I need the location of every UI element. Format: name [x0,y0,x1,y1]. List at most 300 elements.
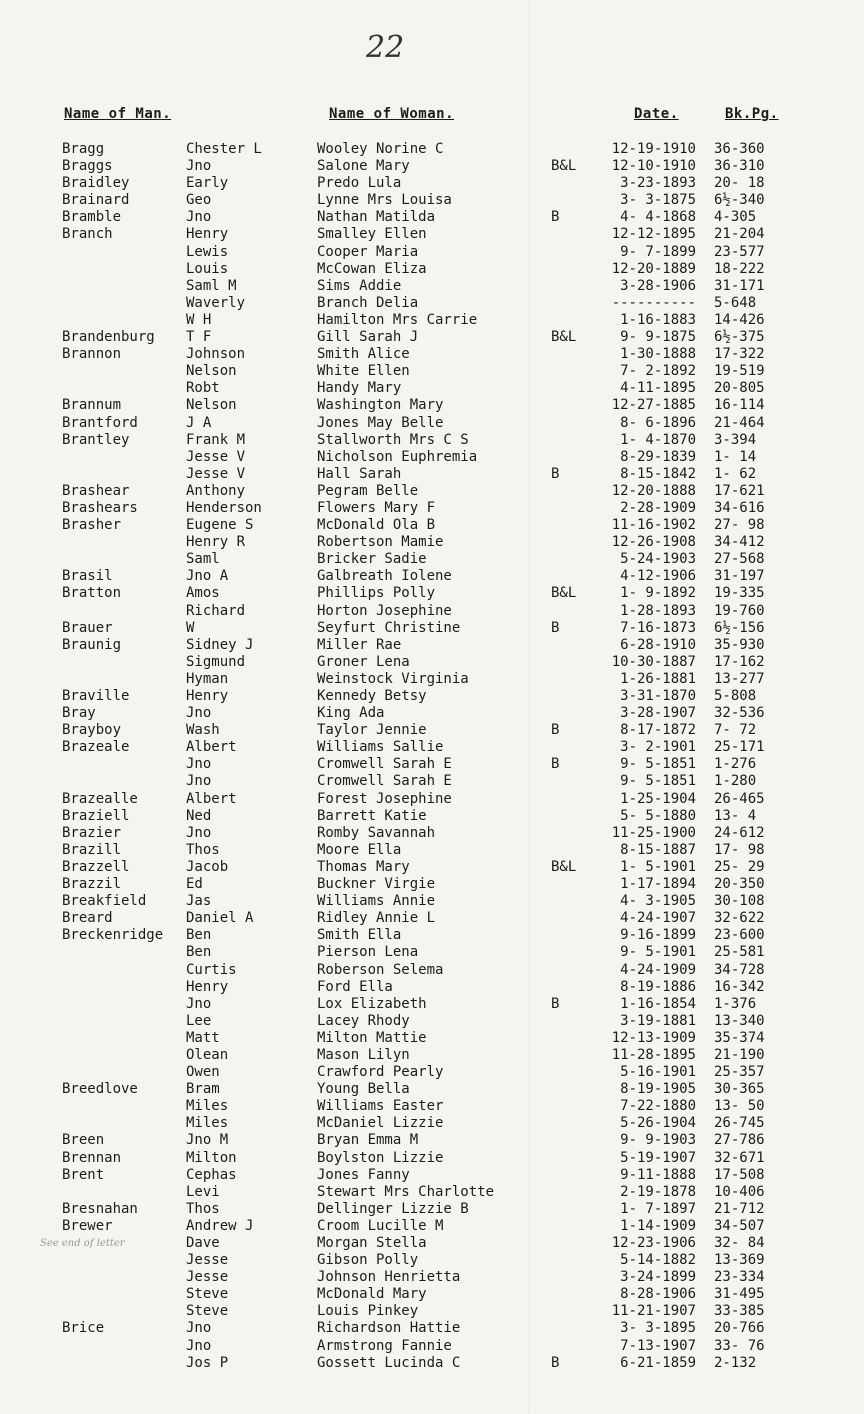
book-page: 6½-375 [714,329,765,346]
book-page: 13-277 [714,670,765,687]
man-given-name: Thos [186,841,220,858]
woman-name: Young Bella [317,1081,410,1098]
marriage-date: 1-25-1904 [620,790,696,807]
book-page: 23-600 [714,927,765,944]
book-page: 26-465 [714,790,765,807]
record-mark: B&L [551,158,577,175]
record-row [0,722,864,739]
record-row [0,962,864,979]
man-surname: Brice [62,1320,105,1337]
marriage-date: 3- 3-1895 [620,1320,696,1337]
man-given-name: Matt [186,1029,220,1046]
record-mark: B [551,619,560,636]
book-page: 1- 14 [714,448,757,465]
woman-name: Seyfurt Christine [317,619,461,636]
record-row [0,517,864,534]
man-surname: Brazeale [62,739,130,756]
marriage-date: 5-19-1907 [620,1149,696,1166]
man-given-name: W H [186,311,212,328]
marriage-date: 4-11-1895 [620,380,696,397]
book-page: 24-612 [714,824,765,841]
marriage-date: 8-15-1887 [620,841,696,858]
man-given-name: Sigmund [186,653,246,670]
woman-name: Smith Alice [317,346,410,363]
woman-name: McDonald Mary [317,1286,427,1303]
woman-name: White Ellen [317,363,410,380]
record-row [0,910,864,927]
woman-name: Thomas Mary [317,858,410,875]
man-surname: Bray [62,705,96,722]
woman-name: Barrett Katie [317,807,427,824]
marriage-date: 12-20-1889 [611,260,696,277]
book-page: 36-360 [714,141,765,157]
marriage-date: 4-12-1906 [620,568,696,585]
marriage-date: 8- 6-1896 [620,414,696,431]
man-given-name: Johnson [186,346,246,363]
record-row [0,551,864,568]
record-row [0,996,864,1013]
record-row [0,620,864,637]
man-surname: Bratton [62,585,122,602]
man-surname: Breard [62,910,113,927]
marriage-date: 8-29-1839 [620,448,696,465]
man-given-name: Jesse V [186,448,246,465]
man-given-name: Frank M [186,431,246,448]
marriage-date: 8-15-1842 [620,465,696,482]
margin-note: See end of letter [40,1238,125,1249]
woman-name: Smith Ella [317,927,402,944]
marriage-date: 12-23-1906 [611,1235,696,1251]
woman-name: Williams Sallie [317,739,444,756]
woman-name: Bricker Sadie [317,551,427,568]
marriage-date: 9-16-1899 [620,927,696,944]
record-row [0,1098,864,1115]
marriage-date: 10-30-1887 [611,653,696,670]
book-page: 20- 18 [714,175,765,192]
marriage-date: 12-10-1910 [611,158,696,175]
record-row [0,1167,864,1184]
woman-name: Milton Mattie [317,1029,427,1046]
book-page: 5-648 [714,294,757,311]
book-page: 33-385 [714,1303,765,1320]
man-given-name: Daniel A [186,910,254,927]
woman-name: Forest Josephine [317,790,452,807]
woman-name: Roberson Selema [317,961,444,978]
man-surname: Brennan [62,1149,122,1166]
book-page: 2-132 [714,1354,757,1371]
marriage-date: 4- 3-1905 [620,893,696,910]
book-page: 16-114 [714,397,765,414]
record-row [0,500,864,517]
man-given-name: Olean [186,1046,229,1063]
record-row [0,312,864,329]
record-row [0,1030,864,1047]
marriage-date: 8-19-1886 [620,978,696,995]
marriage-date: 8-28-1906 [620,1286,696,1303]
record-row [0,534,864,551]
man-given-name: Miles [186,1098,229,1115]
woman-name: Taylor Jennie [317,722,427,739]
man-given-name: Henry R [186,534,246,551]
man-surname: Brashear [62,482,130,499]
record-row [0,483,864,500]
man-surname: Braunig [62,636,122,653]
marriage-date: 12-13-1909 [611,1029,696,1046]
record-row [0,739,864,756]
man-given-name: Miles [186,1115,229,1132]
record-row [0,654,864,671]
man-given-name: Jno [186,773,212,790]
woman-name: Gibson Polly [317,1252,419,1269]
book-page: 27- 98 [714,517,765,534]
woman-name: Sims Addie [317,277,402,294]
man-given-name: Wash [186,722,220,739]
man-given-name: Amos [186,585,220,602]
marriage-date: 9- 9-1903 [620,1132,696,1149]
woman-name: Lynne Mrs Louisa [317,192,452,209]
marriage-date: 7-13-1907 [620,1337,696,1354]
marriage-date: 3- 2-1901 [620,739,696,756]
record-row [0,773,864,790]
book-page: 1- 62 [714,465,757,482]
book-page: 17-322 [714,346,765,363]
book-page: 23-334 [714,1269,765,1286]
woman-name: Williams Annie [317,893,436,910]
marriage-date: ---------- [611,294,696,311]
record-row [0,141,864,158]
record-row [0,756,864,773]
header-book-page: Bk.Pg. [725,106,779,122]
book-page: 17- 98 [714,841,765,858]
book-page: 32- 84 [714,1235,765,1251]
man-surname: Bramble [62,209,122,226]
man-surname: Branch [62,226,113,243]
book-page: 5-808 [714,688,757,704]
man-given-name: Jacob [186,858,229,875]
record-row [0,432,864,449]
record-mark: B [551,209,560,226]
man-given-name: Jesse [186,1252,229,1269]
book-page: 13-369 [714,1252,765,1269]
record-row [0,585,864,602]
man-given-name: Eugene S [186,517,254,534]
woman-name: Gossett Lucinda C [317,1354,461,1371]
record-row [0,893,864,910]
man-given-name: Saml [186,551,220,568]
woman-name: Cromwell Sarah E [317,773,452,790]
book-page: 25-357 [714,1064,765,1081]
record-row [0,466,864,483]
marriage-date: 1- 5-1901 [620,858,696,875]
marriage-date: 3-23-1893 [620,175,696,192]
man-surname: Brasher [62,517,122,534]
man-surname: Braidley [62,175,130,192]
record-row [0,1081,864,1098]
marriage-date: 1- 7-1897 [620,1200,696,1217]
woman-name: Predo Lula [317,175,402,192]
book-page: 19-760 [714,602,765,619]
man-surname: Braggs [62,158,113,175]
woman-name: Richardson Hattie [317,1320,461,1337]
man-given-name: Geo [186,192,212,209]
header-name-of-woman: Name of Woman. [329,106,455,122]
man-given-name: Cephas [186,1166,237,1183]
woman-name: Pierson Lena [317,944,419,961]
woman-name: Louis Pinkey [317,1303,419,1320]
marriage-date: 9- 5-1851 [620,756,696,773]
marriage-date: 11-21-1907 [611,1303,696,1320]
book-page: 34-507 [714,1217,765,1234]
book-page: 4-305 [714,209,757,226]
man-surname: Braville [62,688,130,704]
woman-name: Ford Ella [317,978,393,995]
book-page: 13-340 [714,1012,765,1029]
marriage-date: 9-11-1888 [620,1166,696,1183]
record-mark: B [551,722,560,739]
woman-name: Cooper Maria [317,243,419,260]
book-page: 21-464 [714,414,765,431]
marriage-date: 2-28-1909 [620,499,696,516]
record-mark: B&L [551,858,577,875]
man-given-name: Early [186,175,229,192]
book-page: 32-671 [714,1149,765,1166]
marriage-date: 1-26-1881 [620,670,696,687]
record-row [0,1235,864,1252]
man-surname: Brazzil [62,876,122,893]
man-given-name: Bram [186,1081,220,1098]
woman-name: Morgan Stella [317,1235,427,1251]
man-given-name: Jno A [186,568,229,585]
record-row [0,329,864,346]
book-page: 35-374 [714,1029,765,1046]
book-page: 6½-156 [714,619,765,636]
record-row [0,397,864,414]
book-page: 25-171 [714,739,765,756]
marriage-date: 6-21-1859 [620,1354,696,1371]
book-page: 14-426 [714,311,765,328]
man-given-name: Henry [186,688,229,704]
man-surname: Brazealle [62,790,138,807]
record-row [0,1115,864,1132]
marriage-date: 4-24-1909 [620,961,696,978]
marriage-date: 5- 5-1880 [620,807,696,824]
woman-name: Kennedy Betsy [317,688,427,704]
record-row [0,226,864,243]
man-surname: Breedlove [62,1081,138,1098]
marriage-date: 9- 9-1875 [620,329,696,346]
marriage-date: 6-28-1910 [620,636,696,653]
record-row [0,1355,864,1372]
woman-name: Smalley Ellen [317,226,427,243]
marriage-date: 12-20-1888 [611,482,696,499]
woman-name: McDonald Ola B [317,517,436,534]
marriage-date: 1-16-1883 [620,311,696,328]
record-mark: B [551,995,560,1012]
book-page: 1-376 [714,995,757,1012]
marriage-date: 3-28-1906 [620,277,696,294]
man-given-name: W [186,619,195,636]
marriage-date: 12-12-1895 [611,226,696,243]
record-row [0,1269,864,1286]
record-row [0,842,864,859]
man-given-name: Hyman [186,670,229,687]
man-surname: Breckenridge [62,927,164,944]
record-mark: B [551,465,560,482]
woman-name: Jones May Belle [317,414,444,431]
book-page: 20-766 [714,1320,765,1337]
record-row [0,688,864,705]
woman-name: Phillips Polly [317,585,436,602]
man-given-name: Nelson [186,363,237,380]
record-mark: B&L [551,329,577,346]
marriage-date: 9- 7-1899 [620,243,696,260]
man-surname: Brainard [62,192,130,209]
man-given-name: Sidney J [186,636,254,653]
book-page: 20-350 [714,876,765,893]
book-page: 34-616 [714,499,765,516]
man-surname: Brazill [62,841,122,858]
record-row [0,1286,864,1303]
record-row [0,1303,864,1320]
woman-name: Miller Rae [317,636,402,653]
book-page: 32-622 [714,910,765,927]
record-row [0,1013,864,1030]
marriage-date: 12-26-1908 [611,534,696,551]
marriage-date: 1- 9-1892 [620,585,696,602]
man-surname: Brasil [62,568,113,585]
man-given-name: Ben [186,944,212,961]
record-row [0,1218,864,1235]
man-given-name: Richard [186,602,246,619]
record-row [0,927,864,944]
book-page: 18-222 [714,260,765,277]
man-surname: Braziell [62,807,130,824]
man-given-name: Albert [186,790,237,807]
man-given-name: Jno [186,1337,212,1354]
book-page: 31-171 [714,277,765,294]
marriage-date: 11-28-1895 [611,1046,696,1063]
book-page: 19-519 [714,363,765,380]
woman-name: Stewart Mrs Charlotte [317,1183,495,1200]
book-page: 16-342 [714,978,765,995]
man-given-name: Henderson [186,499,262,516]
book-page: 19-335 [714,585,765,602]
woman-name: Williams Easter [317,1098,444,1115]
book-page: 1-280 [714,773,757,790]
woman-name: Horton Josephine [317,602,452,619]
man-given-name: Jos P [186,1354,229,1371]
marriage-date: 11-16-1902 [611,517,696,534]
marriage-date: 4-24-1907 [620,910,696,927]
record-row [0,1320,864,1337]
book-page: 33- 76 [714,1337,765,1354]
marriage-date: 3-24-1899 [620,1269,696,1286]
record-row [0,876,864,893]
man-given-name: Henry [186,978,229,995]
marriage-date: 3-28-1907 [620,705,696,722]
woman-name: Nathan Matilda [317,209,436,226]
marriage-date: 5-24-1903 [620,551,696,568]
man-given-name: Steve [186,1303,229,1320]
man-given-name: T F [186,329,212,346]
woman-name: Hall Sarah [317,465,402,482]
record-row [0,363,864,380]
record-mark: B [551,1354,560,1371]
man-surname: Brayboy [62,722,122,739]
record-row [0,979,864,996]
woman-name: Dellinger Lizzie B [317,1200,469,1217]
man-given-name: Andrew J [186,1217,254,1234]
woman-name: Groner Lena [317,653,410,670]
marriage-date: 2-19-1878 [620,1183,696,1200]
marriage-date: 7-22-1880 [620,1098,696,1115]
man-given-name: Curtis [186,961,237,978]
man-given-name: Levi [186,1183,220,1200]
marriage-date: 1-14-1909 [620,1217,696,1234]
woman-name: Armstrong Fannie [317,1337,452,1354]
record-mark: B [551,756,560,773]
woman-name: Jones Fanny [317,1166,410,1183]
book-page: 31-197 [714,568,765,585]
book-page: 34-412 [714,534,765,551]
woman-name: Washington Mary [317,397,444,414]
woman-name: Buckner Virgie [317,876,436,893]
marriage-date: 1-28-1893 [620,602,696,619]
header-name-of-man: Name of Man. [64,106,172,122]
record-row [0,209,864,226]
page-number: 22 [366,30,405,65]
book-page: 27-568 [714,551,765,568]
record-row [0,192,864,209]
record-row [0,808,864,825]
woman-name: Stallworth Mrs C S [317,431,469,448]
woman-name: Salone Mary [317,158,410,175]
record-row [0,1150,864,1167]
record-row [0,1047,864,1064]
record-row [0,637,864,654]
book-page: 17-621 [714,482,765,499]
record-mark: B&L [551,585,577,602]
book-page: 35-930 [714,636,765,653]
woman-name: Branch Delia [317,294,419,311]
record-row [0,1064,864,1081]
man-given-name: Chester L [186,141,262,157]
marriage-date: 1- 4-1870 [620,431,696,448]
man-given-name: Albert [186,739,237,756]
man-given-name: Jno [186,209,212,226]
man-surname: Breakfield [62,893,147,910]
book-page: 7- 72 [714,722,757,739]
record-row [0,380,864,397]
book-page: 34-728 [714,961,765,978]
man-given-name: Jno [186,756,212,773]
book-page: 20-805 [714,380,765,397]
book-page: 17-508 [714,1166,765,1183]
marriage-date: 5-14-1882 [620,1252,696,1269]
man-surname: Brashears [62,499,138,516]
record-row [0,449,864,466]
man-given-name: Dave [186,1235,220,1251]
man-given-name: Ben [186,927,212,944]
marriage-date: 1-30-1888 [620,346,696,363]
book-page: 13- 50 [714,1098,765,1115]
woman-name: Hamilton Mrs Carrie [317,311,478,328]
man-given-name: Jno [186,1320,212,1337]
man-given-name: Jesse [186,1269,229,1286]
book-page: 30-365 [714,1081,765,1098]
record-row [0,1338,864,1355]
man-given-name: Jno M [186,1132,229,1149]
